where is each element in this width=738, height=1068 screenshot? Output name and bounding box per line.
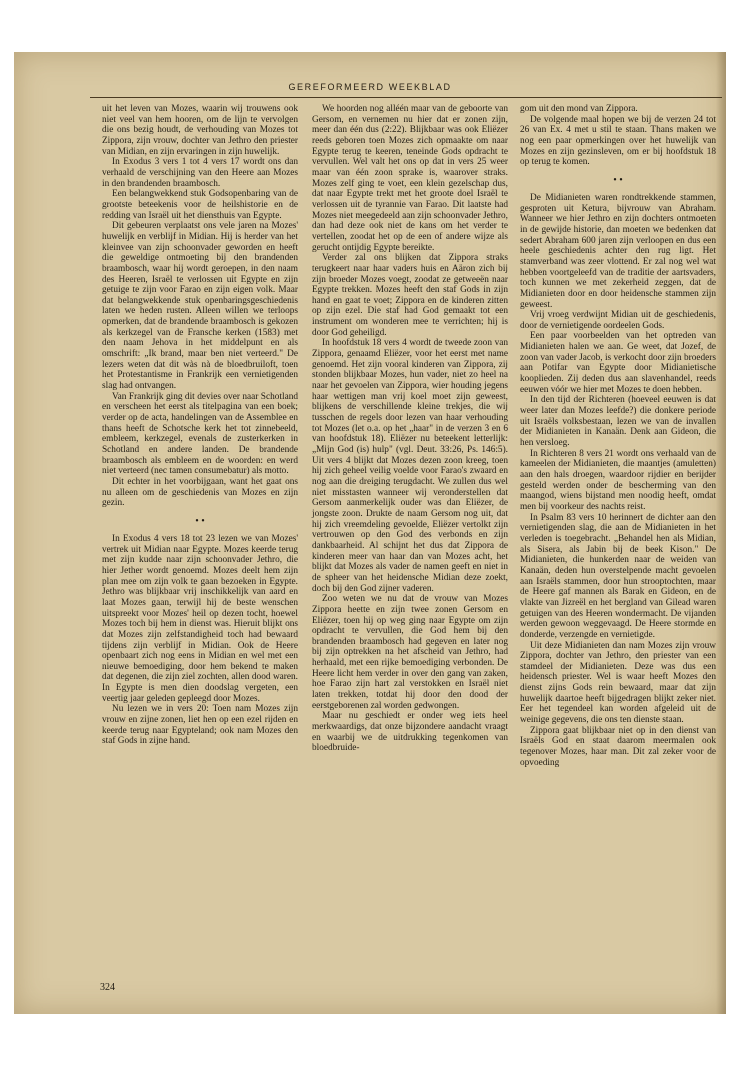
magazine-page [14,52,726,1014]
page-edge-shadow [716,52,726,1014]
paragraph: In Richteren 8 vers 21 wordt ons verhaald van de kameelen der Midianieten, die maantjes (amuletten) aan den hals droegen, waardoor rijdier en berijder gesteld werden onder de bescherming van den maangod, wiens bijstand men noodig heeft, omdat men bij voorkeur des nachts reist. [520,448,716,512]
paragraph: Zippora gaat blijkbaar niet op in den dienst van Israëls God en staat daarom meermalen ook tegenover Mozes, haar man. Dit zal zeker voor de opvoeding [520,725,716,768]
paragraph: In hoofdstuk 18 vers 4 wordt de tweede zoon van Zippora, genaamd Eliëzer, voor het eerst met name genoemd. Het zijn vooral kinderen van Zippora, zij stonden blijkbaar Mozes, hun vader, niet zo heel na naar het gevoelen van Zippora, wier houding jegens haar wettigen man vrij koel moet zijn geweest, blijkens de verschillende kleine trekjes, die wij tusschen de regels door lezen van haar verhouding tot Mozes (let o.a. op het „haar" in de verzen 3 en 6 van hoofdstuk 18). Eliëzer nu beteekent letterlijk: „Mijn God (is) hulp" (vgl. Deut. 33:26, Ps. 146:5). Uit vers 4 blijkt dat Mozes dezen zoon kreeg, toen hij zich geheel veilig voelde voor Farao's zwaard en nog aan die dreiging terugdacht. We zullen dus wel niet misstasten wanneer wij veronderstellen dat Gersom aanmerkelijk ouder was dan Eliëzer, de jongste zoon. Drukte de naam Gersom nog uit, dat hij zich vreemdeling gevoelde, Eliëzer vertolkt zijn vertrouwen op den God des verbonds en zijn dankbaarheid. Al schijnt het dus dat Zippora de kinderen meer van haar dan van Mozes acht, het blijkt dat Mozes als vader de namen geeft en niet in de spheer van het heidensche Midian deze zoekt, doch bij den God zijner vaderen. [312,338,508,594]
section-separator: • • [195,515,205,527]
paragraph: Een belangwekkend stuk Godsopenbaring van de grootste beteekenis voor de heilshistorie en de redding van Israël uit het diensthuis van Egypte. [102,189,298,221]
header-rule [90,97,722,98]
paragraph: De volgende maal hopen we bij de verzen 24 tot 26 van Ex. 4 met u stil te staan. Thans maken we nog een paar opmerkingen over het huwelijk van Mozes en zijn gezinsleven, om er bij hoofdstuk 18 op terug te komen. [520,114,716,168]
paragraph: In Exodus 4 vers 18 tot 23 lezen we van Mozes' vertrek uit Midian naar Egypte. Mozes keerde terug met zijn kudde naar zijn schoonvader Jethro, die hier Jether wordt genoemd. Mozes deelt hem zijn plan mee om zijn volk te gaan bezoeken in Egypte. Jethro was blijkbaar vrij inschikkelijk van aard en laat Mozes gaan, terwijl hij de beste wenschen uitspreekt voor Mozes' heil op dezen tocht, hoewel Mozes toch bij hem in dienst was. Hieruit blijkt ons dat Mozes zijn zelfstandigheid toch had bewaard tijdens zijn verblijf in Midian. Ook de Heere openbaart zich nog eens in Midian en wel met een nieuwe bemoediging, door hem bekend te maken dat degenen, die zijn ziel zochten, allen dood waren. In Egypte is men dien doodslag vergeten, een veertig jaar geleden gepleegd door Mozes. [102,533,298,704]
paragraph: We hoorden nog alléén maar van de geboorte van Gersom, en vernemen nu hier dat er zonen zijn, meer dan één dus (2:22). Blijkbaar was ook Eliëzer reeds geboren toen Mozes zich opmaakte om naar Egypte terug te keeren, teneinde Gods opdracht te vervullen. Wel valt het ons op dat in vers 25 weer maar van één zoon sprake is, waarover straks. Mozes zelf ging te voet, een klein gezelschap dus, dat naar Egypte trekt met het groote doel Israël te verlossen uit de tyrannie van Farao. Dit laatste had Mozes niet meegedeeld aan zijn schoonvader Jethro, dan had deze ook niet de kans om het verder te vertellen, zoodat het op de een of andere wijze als gerucht ontijdig Egypte bereikte. [312,104,508,253]
paragraph: Zoo weten we nu dat de vrouw van Mozes Zippora heette en zijn twee zonen Gersom en Eliëzer, toen hij op weg ging naar Egypte om zijn opdracht te vervullen, die God hem bij den brandenden braambosch had gegeven en later nog bij zijn optrekken na het afscheid van Jethro, had herhaald, met een rijke bemoediging verbonden. De Heere licht hem verder in over den gang van zaken, hoe Farao zijn hart zal verstokken en Israël niet laten trekken, totdat hij door den dood der eerstgeborenen zal worden gedwongen. [312,594,508,711]
column-right [520,104,716,768]
column-left [102,104,298,747]
paragraph: Maar nu geschiedt er onder weg iets heel merkwaardigs, dat onze bijzondere aandacht vraagt en waarbij we de uitdrukking tegenkomen van bloedbruide- [312,711,508,754]
paragraph: uit het leven van Mozes, waarin wij trouwens ook niet veel van hem hooren, om de lijn te vervolgen die ons bezig houdt, de verhouding van Mozes tot Zippora, zijn vrouw, dochter van Jethro den priester van Midian, en zijn ervaringen in zijn huwelijk. [102,104,298,157]
running-header: GEREFORMEERD WEEKBLAD [288,82,452,92]
column-middle [312,104,508,754]
paragraph: Verder zal ons blijken dat Zippora straks terugkeert naar haar vaders huis en Aäron zich bij zijn broeder Mozes voegt, zoodat ze getweeën naar Egypte trekken. Mozes heeft den staf Gods in zijn hand en gaat te voet; Zippora en de kinderen zitten op zijn ezel. Die staf had God gemaakt tot een instrument om wonderen mee te verrichten; hij is door God geheiligd. [312,253,508,338]
paragraph: Een paar voorbeelden van het optreden van Midianieten halen we aan. Ge weet, dat Jozef, de zoon van vader Jacob, is verkocht door zijn broeders aan Potifar van Egypte door Midianietische kooplieden. Zij deden dus aan slavenhandel, reeds eeuwen vóór we hier met Mozes te doen hebben. [520,331,716,395]
paragraph: Van Frankrijk ging dit devies over naar Schotland en verscheen het eerst als titelpagina van een boek; verder op de acta, handelingen van de Assemblee en thans heeft de Schotsche kerk het tot zinnebeeld, embleem, kerkzegel, evenals de zusterkerken in Schotland en andere landen. De brandende braambosch als embleem en de woorden: en werd niet verteerd (nec tamen consumebatur) als motto. [102,391,298,477]
top-margin [0,0,738,52]
paragraph: In den tijd der Richteren (hoeveel eeuwen is dat weer later dan Mozes leefde?) die donkere periode uit Israëls volksbestaan, lezen we van de invallen der Midianieten in Kanaän. Denk aan Gideon, die hen versloeg. [520,395,716,449]
paragraph: In Exodus 3 vers 1 tot 4 vers 17 wordt ons dan verhaald de verschijning van den Heere aan Mozes in den brandenden braambosch. [102,157,298,189]
paragraph: In Psalm 83 vers 10 herinnert de dichter aan den vernietigenden slag, die aan de Midianieten in het verleden is toegebracht. „Behandel hen als Midian, als Sisera, als Jabin bij de beek Kison." De Midianieten, die hunkerden naar de weiden van Kanaän, deden hun overstelpende macht gevoelen aan Israëls stammen, door hun strooptochten, maar de Heere gaf mannen als Barak en Gideon, en de vlakte van Jizreël en het bergland van Gilead waren getuigen van des Heeren wondermacht. De vijanden werden gewoon weggevaagd. De Heere stormde en donderde, verzengde en vernietigde. [520,512,716,640]
paragraph: Dit gebeuren verplaatst ons vele jaren na Mozes' huwelijk en verblijf in Midian. Hij is herder van het kleinvee van zijn schoonvader geworden en heeft die geweldige ontmoeting bij den brandenden braambosch, waar hij wordt geroepen, in den naam des Heeren, Israël te verlossen uit Egypte en zijn getuige te zijn voor Farao en zijn eigen volk. Maar dat belangwekkende stuk openbaringsgeschiedenis laten we heden rusten. Alleen willen we terloops opmerken, dat de brandende braambosch is gekozen als kerkzegel van de Fransche kerken (1583) met den naam Jehova in het middelpunt en als omschrift: „Ik brand, maar ben niet verteerd." De lezers weten dat dit wàs nà de bloedbruiloft, toen het Protestantisme in Frankrijk een vernietigenden slag had ontvangen. [102,221,298,392]
paragraph: gom uit den mond van Zippora. [520,104,638,114]
paragraph: Uit deze Midianieten dan nam Mozes zijn vrouw Zippora, dochter van Jethro, den priester van een stamdeel der Midianieten. Deze was dus een heidensch priester. Wel is waar heeft Mozes den dienst zijns Gods rein bewaard, maar dat zijn huwelijk daartoe heeft bijgedragen blijkt zeker niet. Eer het tegendeel kan worden afgeleid uit de weinige gegevens, die ons ten dienste staan. [520,640,716,726]
bottom-margin [0,1014,738,1068]
paragraph: Vrij vroeg verdwijnt Midian uit de geschiedenis, door de vernietigende oordeelen Gods. [520,310,716,331]
paragraph: Nu lezen we in vers 20: Toen nam Mozes zijn vrouw en zijne zonen, liet hen op een ezel rijden en keerde terug naar Egypteland; ook nam Mozes den staf Gods in zijne hand. [102,704,298,747]
section-separator: • • [613,174,623,186]
paragraph: Dit echter in het voorbijgaan, want het gaat ons nu alleen om de geschiedenis van Mozes en zijn gezin. [102,476,298,509]
paragraph: De Midianieten waren rondtrekkende stammen, gesproten uit Ketura, bijvrouw van Abraham. Wanneer we hier Jethro en zijn dochters ontmoeten in de gewijde historie, dan moeten we bedenken dat sedert Abraham 600 jaren zijn verloopen en dus een heele geschiedenis achter den rug ligt. Het stamverband was zeer vlottend. Er zal nog wel wat hebben voortgeleefd van de traditie der aartsvaders, toch kunnen we met zekerheid zeggen, dat de Midianieten door en door heidensche stammen zijn geweest. [520,192,716,310]
page-number: 324 [100,982,115,993]
